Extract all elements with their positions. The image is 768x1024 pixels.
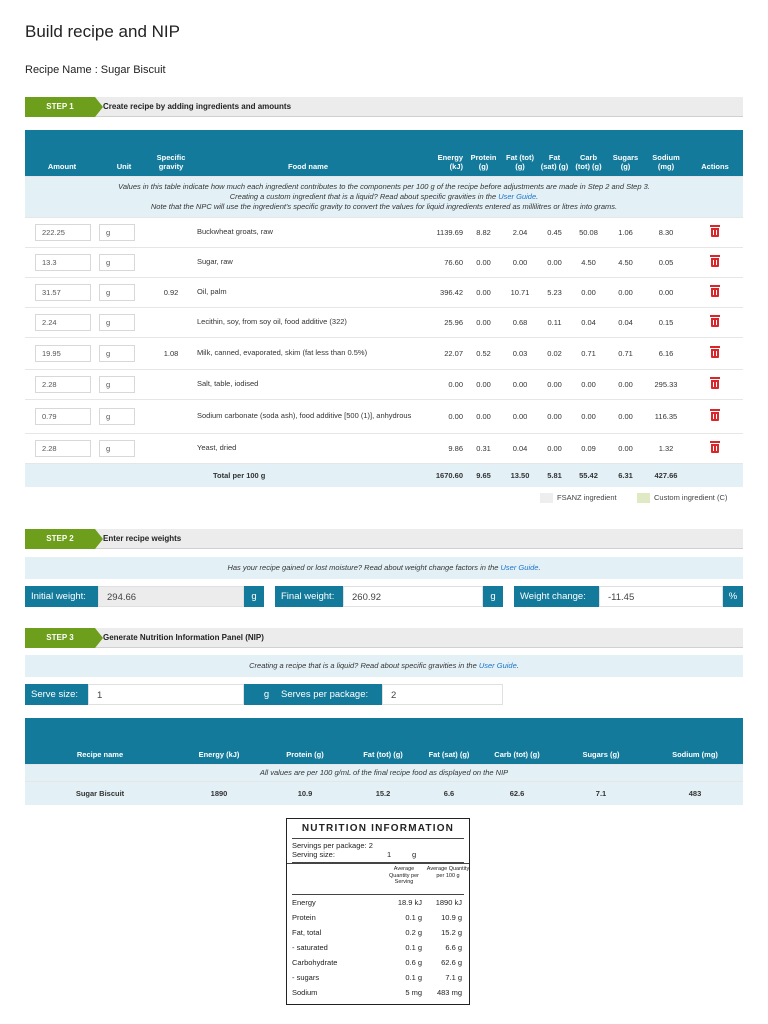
amount-cell <box>25 369 99 399</box>
fat-tot-cell: 0.00 <box>502 399 538 433</box>
res-col-sodium: Sodium (mg) <box>647 718 743 764</box>
nip-row-label: - saturated <box>292 943 328 952</box>
res-carb: 62.6 <box>479 781 555 805</box>
results-note-row <box>25 764 743 781</box>
protein-cell: 0.00 <box>465 307 502 337</box>
nip-row <box>292 970 464 985</box>
res-col-name: Recipe name <box>25 718 175 764</box>
step2-user-guide-link[interactable]: User Guide <box>500 563 539 572</box>
amount-input[interactable]: 2.28 <box>35 376 91 393</box>
food-name-cell: Milk, canned, evaporated, skim (fat less than 0.5%) <box>193 337 423 369</box>
nip-row <box>292 955 464 970</box>
results-note: All values are per 100 g/mL of the final recipe food as displayed on the NIP <box>25 764 743 781</box>
sodium-cell: 0.15 <box>645 307 687 337</box>
step3-user-guide-link[interactable]: User Guide <box>478 661 517 670</box>
nip-row-serving: 0.1 g <box>405 973 422 982</box>
step2-badge: STEP 2 <box>25 529 95 549</box>
carb-cell: 4.50 <box>571 247 606 277</box>
step2-bar <box>25 529 743 549</box>
unit-cell <box>99 217 149 247</box>
step3-message: Creating a recipe that is a liquid? Read about specific gravities in the User Guide. <box>25 655 743 677</box>
fat-tot-cell: 2.04 <box>502 217 538 247</box>
fat-sat-cell: 0.02 <box>538 337 571 369</box>
step1-badge: STEP 1 <box>25 97 95 117</box>
info-line-1: Values in this table indicate how much each ingredient contributes to the components per 100 g of the recipe before adjustments are made in Step 2 and Step 3. <box>118 181 650 191</box>
amount-cell <box>25 307 99 337</box>
energy-cell: 9.86 <box>423 433 465 463</box>
fat-sat-cell: 0.00 <box>538 247 571 277</box>
protein-cell: 0.31 <box>465 433 502 463</box>
nip-row-per100: 483 mg <box>436 988 462 997</box>
protein-cell: 0.00 <box>465 247 502 277</box>
carb-cell: 0.00 <box>571 399 606 433</box>
carb-cell: 0.00 <box>571 369 606 399</box>
step3-badge: STEP 3 <box>25 628 95 648</box>
page-title: Build recipe and NIP <box>25 22 180 41</box>
info-line-3: Note that the NPC will use the ingredient's specific gravity to convert the values for liquid ingredients entered as millilitres or litres into grams. <box>150 201 618 211</box>
total-sodium: 427.66 <box>645 463 687 487</box>
actions-cell <box>687 277 743 307</box>
legend-fsanz: FSANZ ingredient <box>540 493 617 503</box>
results-row <box>25 781 743 805</box>
ingredient-row <box>25 247 743 277</box>
food-name-cell: Yeast, dried <box>193 433 423 463</box>
nip-row <box>292 940 464 955</box>
unit-select[interactable]: g <box>99 376 135 393</box>
unit-cell <box>99 433 149 463</box>
food-name-cell: Lecithin, soy, from soy oil, food additive (322) <box>193 307 423 337</box>
res-fat-sat: 6.6 <box>419 781 479 805</box>
col-specific-gravity: Specific gravity <box>149 130 193 176</box>
total-label: Total per 100 g <box>193 463 423 487</box>
initial-weight-unit: g <box>244 586 264 607</box>
ingredient-row <box>25 433 743 463</box>
protein-cell: 0.00 <box>465 369 502 399</box>
nip-row-per100: 62.6 g <box>441 958 462 967</box>
unit-select[interactable]: g <box>99 345 135 362</box>
res-col-carb: Carb (tot) (g) <box>479 718 555 764</box>
trash-icon[interactable] <box>710 255 720 267</box>
specific-gravity-cell <box>149 217 193 247</box>
sugars-cell: 4.50 <box>606 247 645 277</box>
energy-cell: 396.42 <box>423 277 465 307</box>
amount-cell <box>25 277 99 307</box>
serve-size-group <box>25 684 270 705</box>
nip-row-label: - sugars <box>292 973 320 982</box>
final-weight-group <box>275 586 503 607</box>
total-protein: 9.65 <box>465 463 502 487</box>
trash-icon[interactable] <box>710 285 720 297</box>
actions-cell <box>687 217 743 247</box>
nip-row <box>292 895 464 910</box>
unit-select[interactable]: g <box>99 284 135 301</box>
res-col-fat-sat: Fat (sat) (g) <box>419 718 479 764</box>
total-carb: 55.42 <box>571 463 606 487</box>
nip-title: NUTRITION INFORMATION <box>301 823 455 834</box>
nip-serving-size: Serving size: 1 g <box>292 850 417 859</box>
final-weight-input[interactable]: 260.92 <box>343 586 483 607</box>
food-name-cell: Sugar, raw <box>193 247 423 277</box>
specific-gravity-cell <box>149 433 193 463</box>
weight-change-unit: % <box>723 586 743 607</box>
nip-row-serving: 0.1 g <box>405 913 422 922</box>
sodium-cell: 0.05 <box>645 247 687 277</box>
col-actions: Actions <box>687 130 743 176</box>
actions-cell <box>687 433 743 463</box>
sugars-cell: 0.00 <box>606 433 645 463</box>
serves-per-package-label: Serves per package: <box>275 684 382 705</box>
col-carb: Carb (tot) (g) <box>571 130 606 176</box>
col-food-name: Food name <box>193 130 423 176</box>
fat-sat-cell: 0.45 <box>538 217 571 247</box>
fat-sat-cell: 0.00 <box>538 399 571 433</box>
unit-cell <box>99 307 149 337</box>
trash-icon[interactable] <box>710 441 720 453</box>
nip-row-serving: 0.2 g <box>405 928 422 937</box>
res-col-sugars: Sugars (g) <box>555 718 647 764</box>
nip-row-per100: 6.6 g <box>445 943 462 952</box>
specific-gravity-cell: 0.92 <box>149 277 193 307</box>
col-unit: Unit <box>99 130 149 176</box>
ingredients-table-wrap <box>25 130 743 487</box>
food-name-cell: Salt, table, iodised <box>193 369 423 399</box>
res-sodium: 483 <box>647 781 743 805</box>
fat-sat-cell: 0.00 <box>538 369 571 399</box>
unit-cell <box>99 277 149 307</box>
initial-weight-input: 294.66 <box>98 586 244 607</box>
ingredient-row <box>25 307 743 337</box>
amount-input[interactable]: 19.95 <box>35 345 91 362</box>
weight-change-group <box>514 586 743 607</box>
actions-cell <box>687 337 743 369</box>
nip-servings: Servings per package: 2 <box>292 838 464 849</box>
step3-title: Generate Nutrition Information Panel (NIP) <box>103 633 264 642</box>
fat-tot-cell: 10.71 <box>502 277 538 307</box>
energy-cell: 1139.69 <box>423 217 465 247</box>
serve-size-unit: g <box>244 684 289 705</box>
recipe-name: Recipe Name : Sugar Biscuit <box>25 64 166 76</box>
nutrition-information-panel <box>286 818 470 1005</box>
legend-custom: Custom ingredient (C) <box>637 493 727 503</box>
total-spacer <box>687 463 743 487</box>
amount-input[interactable]: 31.57 <box>35 284 91 301</box>
res-name: Sugar Biscuit <box>25 781 175 805</box>
ingredients-table <box>25 130 743 487</box>
actions-cell <box>687 399 743 433</box>
actions-cell <box>687 307 743 337</box>
nip-row-per100: 15.2 g <box>441 928 462 937</box>
amount-cell <box>25 433 99 463</box>
total-fat-tot: 13.50 <box>502 463 538 487</box>
results-table-wrap <box>25 718 743 805</box>
unit-cell <box>99 337 149 369</box>
unit-cell <box>99 399 149 433</box>
amount-cell <box>25 399 99 433</box>
amount-input[interactable]: 222.25 <box>35 224 91 241</box>
nip-row-serving: 5 mg <box>405 988 422 997</box>
carb-cell: 50.08 <box>571 217 606 247</box>
info-row <box>25 176 743 217</box>
fat-sat-cell: 0.00 <box>538 433 571 463</box>
energy-cell: 25.96 <box>423 307 465 337</box>
ingredient-row <box>25 369 743 399</box>
final-weight-unit: g <box>483 586 503 607</box>
col-fat-sat: Fat (sat) (g) <box>538 130 571 176</box>
nip-row-per100: 7.1 g <box>445 973 462 982</box>
unit-cell <box>99 247 149 277</box>
col-amount: Amount <box>25 130 99 176</box>
protein-cell: 0.52 <box>465 337 502 369</box>
serve-size-input[interactable]: 1 <box>88 684 244 705</box>
ingredient-row <box>25 277 743 307</box>
nip-row <box>292 985 464 1000</box>
unit-select[interactable]: g <box>99 224 135 241</box>
nip-row <box>292 910 464 925</box>
nip-row-per100: 10.9 g <box>441 913 462 922</box>
total-spacer <box>25 463 193 487</box>
protein-cell: 8.82 <box>465 217 502 247</box>
fat-tot-cell: 0.00 <box>502 369 538 399</box>
food-name-cell: Sodium carbonate (soda ash), food additive [500 (1)], anhydrous <box>193 399 423 433</box>
nip-row-label: Carbohydrate <box>292 958 338 967</box>
col-protein: Protein (g) <box>465 130 502 176</box>
amount-input[interactable]: 2.28 <box>35 440 91 457</box>
unit-select[interactable]: g <box>99 254 135 271</box>
col-sodium: Sodium (mg) <box>645 130 687 176</box>
nip-col-serving-head: Average Quantity per Serving <box>389 866 419 886</box>
fat-sat-cell: 0.11 <box>538 307 571 337</box>
initial-weight-label: Initial weight: <box>25 586 98 607</box>
unit-cell <box>99 369 149 399</box>
step3-bar <box>25 628 743 648</box>
trash-icon[interactable] <box>710 225 720 237</box>
info-line-2: Creating a custom ingredient that is a liquid? Read about specific gravities in the User Guide. <box>229 191 539 201</box>
sugars-cell: 0.71 <box>606 337 645 369</box>
energy-cell: 0.00 <box>423 399 465 433</box>
nip-row <box>292 925 464 940</box>
fat-sat-cell: 5.23 <box>538 277 571 307</box>
sodium-cell: 0.00 <box>645 277 687 307</box>
res-energy: 1890 <box>175 781 263 805</box>
sugars-cell: 0.04 <box>606 307 645 337</box>
trash-icon[interactable] <box>710 409 720 421</box>
weight-change-input: -11.45 <box>599 586 723 607</box>
total-energy: 1670.60 <box>423 463 465 487</box>
sodium-cell: 6.16 <box>645 337 687 369</box>
actions-cell <box>687 247 743 277</box>
nip-row-serving: 18.9 kJ <box>397 898 422 907</box>
amount-cell <box>25 217 99 247</box>
amount-cell <box>25 247 99 277</box>
protein-cell: 0.00 <box>465 277 502 307</box>
fat-tot-cell: 0.03 <box>502 337 538 369</box>
specific-gravity-cell <box>149 247 193 277</box>
weight-change-label: Weight change: <box>514 586 599 607</box>
nip-row-label: Energy <box>292 898 316 907</box>
sodium-cell: 1.32 <box>645 433 687 463</box>
trash-icon[interactable] <box>710 346 720 358</box>
fat-tot-cell: 0.00 <box>502 247 538 277</box>
fat-tot-cell: 0.04 <box>502 433 538 463</box>
res-col-energy: Energy (kJ) <box>175 718 263 764</box>
fat-tot-cell: 0.68 <box>502 307 538 337</box>
final-weight-label: Final weight: <box>275 586 343 607</box>
sugars-cell: 1.06 <box>606 217 645 247</box>
total-fat-sat: 5.81 <box>538 463 571 487</box>
user-guide-link[interactable]: User Guide <box>498 191 537 201</box>
food-name-cell: Buckwheat groats, raw <box>193 217 423 247</box>
res-fat-tot: 15.2 <box>347 781 419 805</box>
res-sugars: 7.1 <box>555 781 647 805</box>
amount-input[interactable]: 2.24 <box>35 314 91 331</box>
amount-input[interactable]: 13.3 <box>35 254 91 271</box>
step2-message: Has your recipe gained or lost moisture? Read about weight change factors in the User Guide. <box>25 557 743 579</box>
step1-title: Create recipe by adding ingredients and amounts <box>103 102 292 111</box>
unit-select[interactable]: g <box>99 314 135 331</box>
fsanz-swatch <box>540 493 553 503</box>
sodium-cell: 295.33 <box>645 369 687 399</box>
specific-gravity-cell <box>149 399 193 433</box>
col-sugars: Sugars (g) <box>606 130 645 176</box>
initial-weight-group <box>25 586 264 607</box>
ingredient-row <box>25 399 743 433</box>
carb-cell: 0.71 <box>571 337 606 369</box>
protein-cell: 0.00 <box>465 399 502 433</box>
energy-cell: 76.60 <box>423 247 465 277</box>
results-table <box>25 718 743 805</box>
actions-cell <box>687 369 743 399</box>
energy-cell: 0.00 <box>423 369 465 399</box>
carb-cell: 0.00 <box>571 277 606 307</box>
step2-title: Enter recipe weights <box>103 534 182 543</box>
res-protein: 10.9 <box>263 781 347 805</box>
energy-cell: 22.07 <box>423 337 465 369</box>
specific-gravity-cell <box>149 369 193 399</box>
amount-input[interactable]: 0.79 <box>35 408 91 425</box>
amount-cell <box>25 337 99 369</box>
sugars-cell: 0.00 <box>606 369 645 399</box>
nip-row-serving: 0.1 g <box>405 943 422 952</box>
total-sugars: 6.31 <box>606 463 645 487</box>
specific-gravity-cell <box>149 307 193 337</box>
ingredient-row <box>25 337 743 369</box>
nip-row-label: Fat, total <box>292 928 322 937</box>
nip-row-label: Protein <box>292 913 316 922</box>
col-energy: Energy (kJ) <box>423 130 465 176</box>
carb-cell: 0.09 <box>571 433 606 463</box>
col-fat-tot: Fat (tot) (g) <box>502 130 538 176</box>
nip-column-heads <box>292 862 470 894</box>
sugars-cell: 0.00 <box>606 277 645 307</box>
res-col-protein: Protein (g) <box>263 718 347 764</box>
carb-cell: 0.04 <box>571 307 606 337</box>
ingredient-row <box>25 217 743 247</box>
nip-row-per100: 1890 kJ <box>435 898 462 907</box>
sugars-cell: 0.00 <box>606 399 645 433</box>
unit-select[interactable]: g <box>99 408 135 425</box>
sodium-cell: 8.30 <box>645 217 687 247</box>
specific-gravity-cell: 1.08 <box>149 337 193 369</box>
food-name-cell: Oil, palm <box>193 277 423 307</box>
serves-per-package-group <box>275 684 503 705</box>
step1-bar <box>25 97 743 117</box>
trash-icon[interactable] <box>710 377 720 389</box>
nip-row-label: Sodium <box>292 988 318 997</box>
trash-icon[interactable] <box>710 315 720 327</box>
sodium-cell: 116.35 <box>645 399 687 433</box>
res-col-fat-tot: Fat (tot) (g) <box>347 718 419 764</box>
total-row <box>25 463 743 487</box>
nip-rows <box>292 894 464 1000</box>
custom-swatch <box>637 493 650 503</box>
serve-size-label: Serve size: <box>25 684 88 705</box>
serves-per-package-input[interactable]: 2 <box>382 684 503 705</box>
unit-select[interactable]: g <box>99 440 135 457</box>
nip-row-serving: 0.6 g <box>405 958 422 967</box>
nip-col-100g-head: Average Quantity per 100 g <box>426 866 470 879</box>
